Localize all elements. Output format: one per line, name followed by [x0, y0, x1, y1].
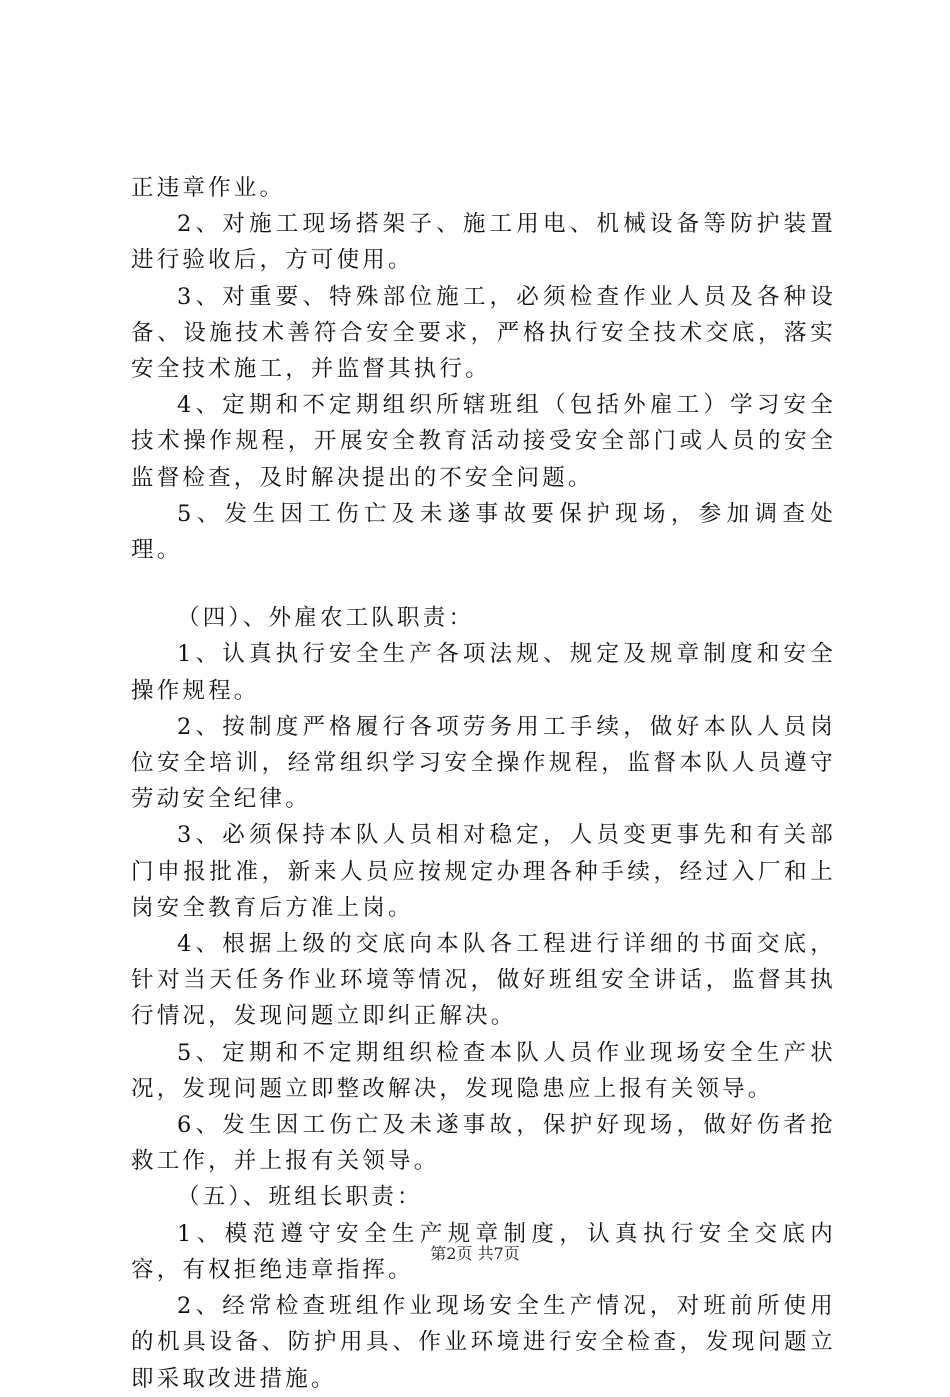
paragraph: 正违章作业。 — [131, 175, 286, 201]
paragraph: 1、认真执行安全生产各项法规、规定及规章制度和安全操作规程。 — [131, 641, 836, 704]
paragraph: 6、发生因工伤亡及未遂事故，保护好现场，做好伤者抢救工作，并上报有关领导。 — [131, 1112, 836, 1175]
paragraph: 2、对施工现场搭架子、施工用电、机械设备等防护装置进行验收后，方可使用。 — [131, 211, 836, 274]
paragraph: 5、发生因工伤亡及未遂事故要保护现场，参加调查处理。 — [131, 500, 836, 564]
paragraph: 1、模范遵守安全生产规章制度，认真执行安全交底内容，有权拒绝违章指挥。 — [131, 1220, 836, 1283]
paragraph: 4、根据上级的交底向本队各工程进行详细的书面交底，针对当天任务作业环境等情况，做好班组安全讲话，监督其执行情况，发现问题立即纠正解决。 — [131, 931, 836, 1030]
paragraph: 3、必须保持本队人员相对稳定，人员变更事先和有关部门申报批准，新来人员应按规定办理各种手续，经过入厂和上岗安全教育后方准上岗。 — [131, 822, 836, 921]
paragraph-gap — [131, 568, 836, 600]
paragraph: 3、对重要、特殊部位施工，必须检查作业人员及各种设备、设施技术善符合安全要求，严格执行安全技术交底，落实安全技术施工，并监督其执行。 — [131, 283, 836, 383]
section-heading: （五）、班组长职责： — [177, 1184, 423, 1211]
document-body — [131, 170, 836, 1397]
paragraph: 4、定期和不定期组织所辖班组（包括外雇工）学习安全技术操作规程，开展安全教育活动接受安全部门或人员的安全监督检查，及时解决提出的不安全问题。 — [131, 392, 836, 491]
paragraph: 5、定期和不定期组织检查本队人员作业现场安全生产状况，发现问题立即整改解决，发现隐患应上报有关领导。 — [131, 1039, 836, 1102]
paragraph: 2、经常检查班组作业现场安全生产情况，对班前所使用的机具设备、防护用具、作业环境进行安全检查，发现问题立即采取改进措施。 — [131, 1293, 836, 1392]
page-number-footer: 第2页 共7页 — [430, 1244, 520, 1263]
paragraph: 2、按制度严格履行各项劳务用工手续，做好本队人员岗位安全培训，经常组织学习安全操作规程，监督本队人员遵守劳动安全纪律。 — [131, 713, 836, 813]
section-heading: （四）、外雇农工队职责： — [177, 605, 475, 632]
